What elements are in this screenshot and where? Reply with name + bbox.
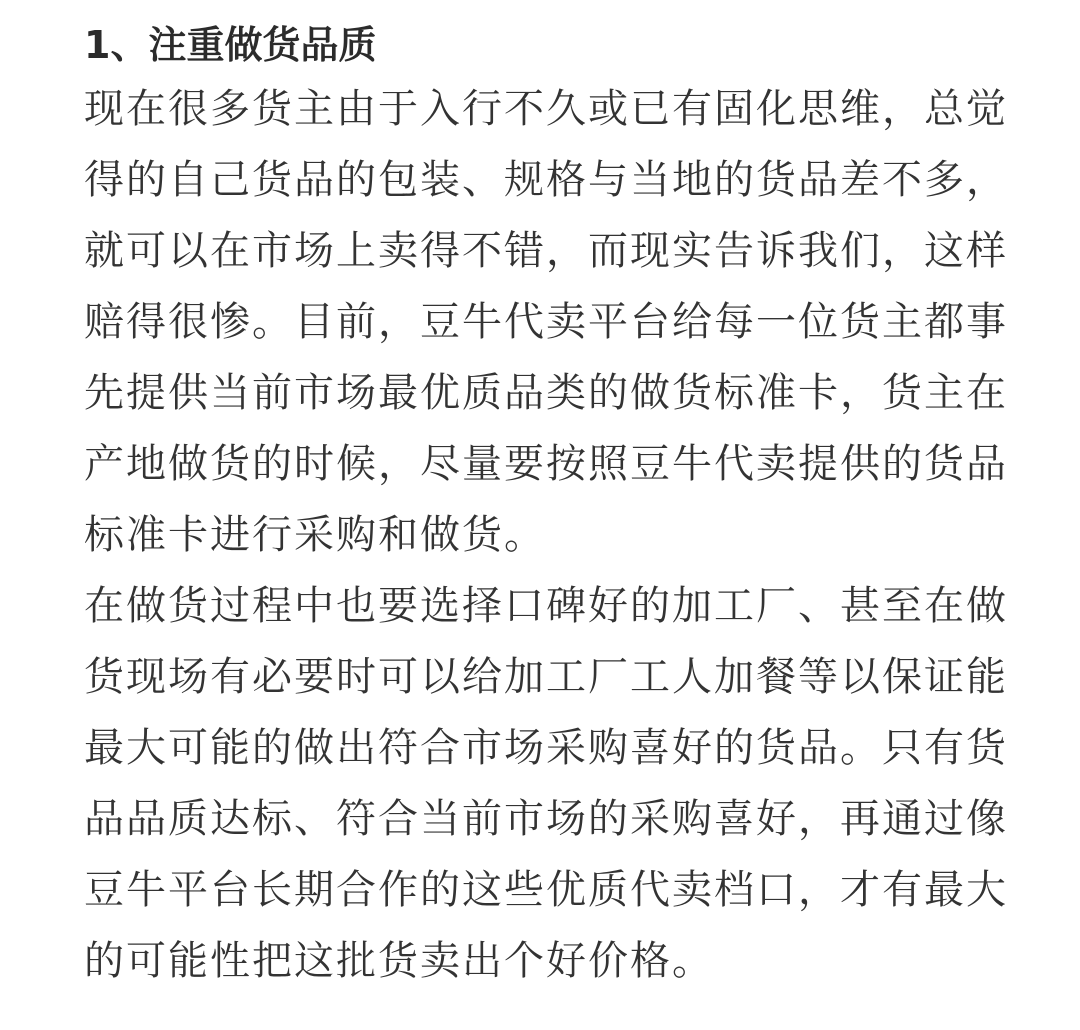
article-body bbox=[84, 16, 1008, 997]
paragraph-line: 先提供当前市场最优质品类的做货标准卡，货主在 bbox=[84, 370, 1008, 416]
paragraph-line: 最大可能的做出符合市场采购喜好的货品。只有货 bbox=[84, 725, 1008, 771]
paragraph-line: 就可以在市场上卖得不错，而现实告诉我们，这样 bbox=[84, 228, 1008, 274]
paragraph-line: 在做货过程中也要选择口碑好的加工厂、甚至在做 bbox=[84, 583, 1008, 629]
paragraph-1 bbox=[84, 74, 1008, 571]
paragraph-line: 得的自己货品的包装、规格与当地的货品差不多， bbox=[84, 157, 1008, 203]
section-heading: 1、注重做货品质 bbox=[84, 23, 377, 67]
paragraph-line: 的可能性把这批货卖出个好价格。 bbox=[84, 938, 714, 984]
paragraph-line: 货现场有必要时可以给加工厂工人加餐等以保证能 bbox=[84, 654, 1008, 700]
paragraph-2 bbox=[84, 571, 1008, 997]
paragraph-line: 赔得很惨。目前，豆牛代卖平台给每一位货主都事 bbox=[84, 299, 1008, 345]
paragraph-line: 标准卡进行采购和做货。 bbox=[84, 512, 546, 558]
paragraph-line: 豆牛平台长期合作的这些优质代卖档口，才有最大 bbox=[84, 867, 1008, 913]
paragraph-line: 现在很多货主由于入行不久或已有固化思维，总觉 bbox=[84, 86, 1008, 132]
paragraph-line: 产地做货的时候，尽量要按照豆牛代卖提供的货品 bbox=[84, 441, 1008, 487]
paragraph-line: 品品质达标、符合当前市场的采购喜好，再通过像 bbox=[84, 796, 1008, 842]
